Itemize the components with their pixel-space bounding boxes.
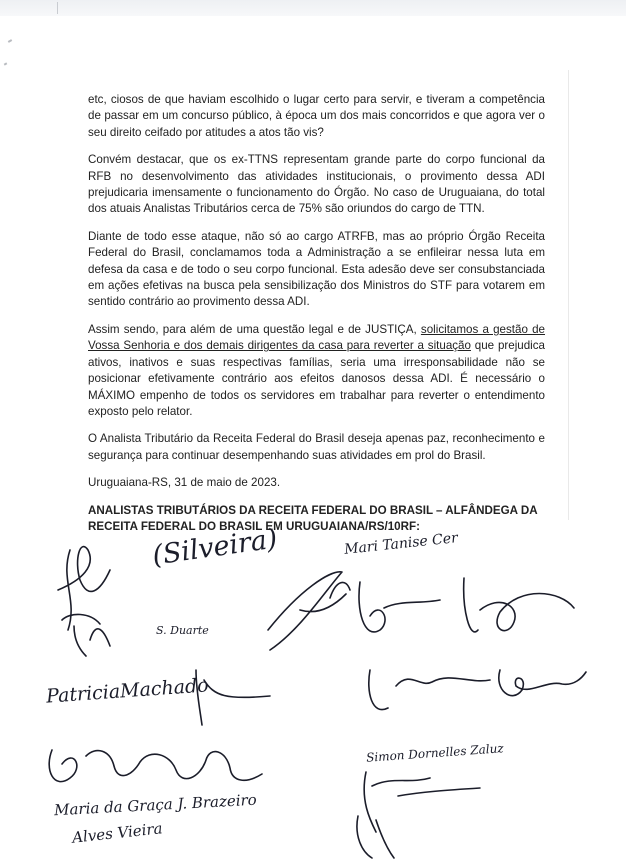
paragraph-5: O Analista Tributário da Receita Federal do Brasil deseja apenas paz, reconhecimento e segurança para continuar desempenhando suas atividades em prol do Brasil. bbox=[88, 432, 545, 462]
scan-speck bbox=[8, 39, 12, 43]
signature-oliveira bbox=[499, 670, 586, 696]
signature-scribble-1 bbox=[58, 547, 110, 646]
signatures-area bbox=[0, 520, 626, 860]
paragraph-3: Diante de todo esse ataque, não só ao cargo ATRFB, mas ao próprio Órgão Receita Federal do Brasil, conclamamos toda a Administração a se enfileirar nessa luta em defesa da casa e de todo o seu corpo funcional. Esta adesão deve ser consubstanciada em ações efetivas na busca pela sensibilização dos Ministros do STF para votarem em sentido contrário ao provimento dessa ADI. bbox=[88, 229, 545, 309]
date-line: Uruguaiana-RS, 31 de maio de 2023. bbox=[88, 476, 281, 490]
paragraph-2: Convém destacar, que os ex-TTNS representam grande parte do corpo funcional da RFB no desenvolvimento das atividades institucionais, o provimento dessa ADI prejudicaria imensamente o funcionamento do Órgão. No caso de Uruguaiana, do total dos atuais Analistas Tributários cerca de 75% são oriundos do cargo de TTN. bbox=[88, 153, 545, 216]
signature-rafael bbox=[268, 572, 350, 650]
scan-speck bbox=[4, 62, 8, 65]
scan-tick-mark bbox=[57, 2, 58, 14]
paragraph-4-underlined-request: solicitamos a gestão de Vossa Senhoria e dos demais dirigentes da casa para reverter a situação bbox=[88, 322, 545, 353]
signature-big-handwriting bbox=[49, 750, 262, 782]
signature-patricia: PatriciaMachado bbox=[45, 674, 210, 708]
signature-silveira: (Silveira) bbox=[150, 523, 280, 572]
signature-top-right: Mari Tanise Cer bbox=[343, 530, 459, 558]
signature-tall bbox=[364, 772, 480, 832]
signatory-heading: ANALISTAS TRIBUTÁRIOS DA RECEITA FEDERAL DO BRASIL – ALFÂNDEGA DA RECEITA FEDERAL DO BRASIL EM URUGUAIANA/RS/10RF: bbox=[88, 503, 538, 533]
signature-maria: Maria da Graça J. Brazeiro bbox=[53, 790, 258, 820]
signature-simon: Simon Dornelles Zaluz bbox=[365, 741, 505, 765]
paragraph-1: etc, ciosos de que haviam escolhido o lugar certo para servir, e tiveram a competência de passar em um concurso público, à época um dos mais concorridos e que agora ver o seu direito ceifado por atitudes a atos tão vis? bbox=[88, 93, 545, 139]
signature-grand bbox=[359, 582, 440, 632]
page-margin-line bbox=[568, 70, 569, 520]
top-scan-strip bbox=[0, 0, 626, 16]
paragraph-4-start: Assim sendo, para além de uma questão legal e de JUSTIÇA, bbox=[88, 322, 421, 336]
letter-body bbox=[88, 92, 545, 535]
paragraph-4 bbox=[88, 322, 545, 420]
signature-jam bbox=[369, 670, 490, 710]
signature-duarte: S. Duarte bbox=[156, 624, 209, 637]
signature-alves: Alves Vieira bbox=[71, 819, 164, 847]
paragraph-4-end: que prejudica ativos, inativos e suas respectivas famílias, seria uma irresponsabilidade não se posicionar efetivamente contrário aos efeitos danosos dessa ADI. É necessário o MÁXIMO empenho de todos os servidores em trabalhar para reverter o entendimento exposto pelo relator. bbox=[88, 339, 546, 418]
signature-scribble-2 bbox=[62, 614, 100, 656]
signature-bottom-stroke bbox=[357, 816, 394, 858]
signature-large-loop bbox=[464, 578, 574, 632]
